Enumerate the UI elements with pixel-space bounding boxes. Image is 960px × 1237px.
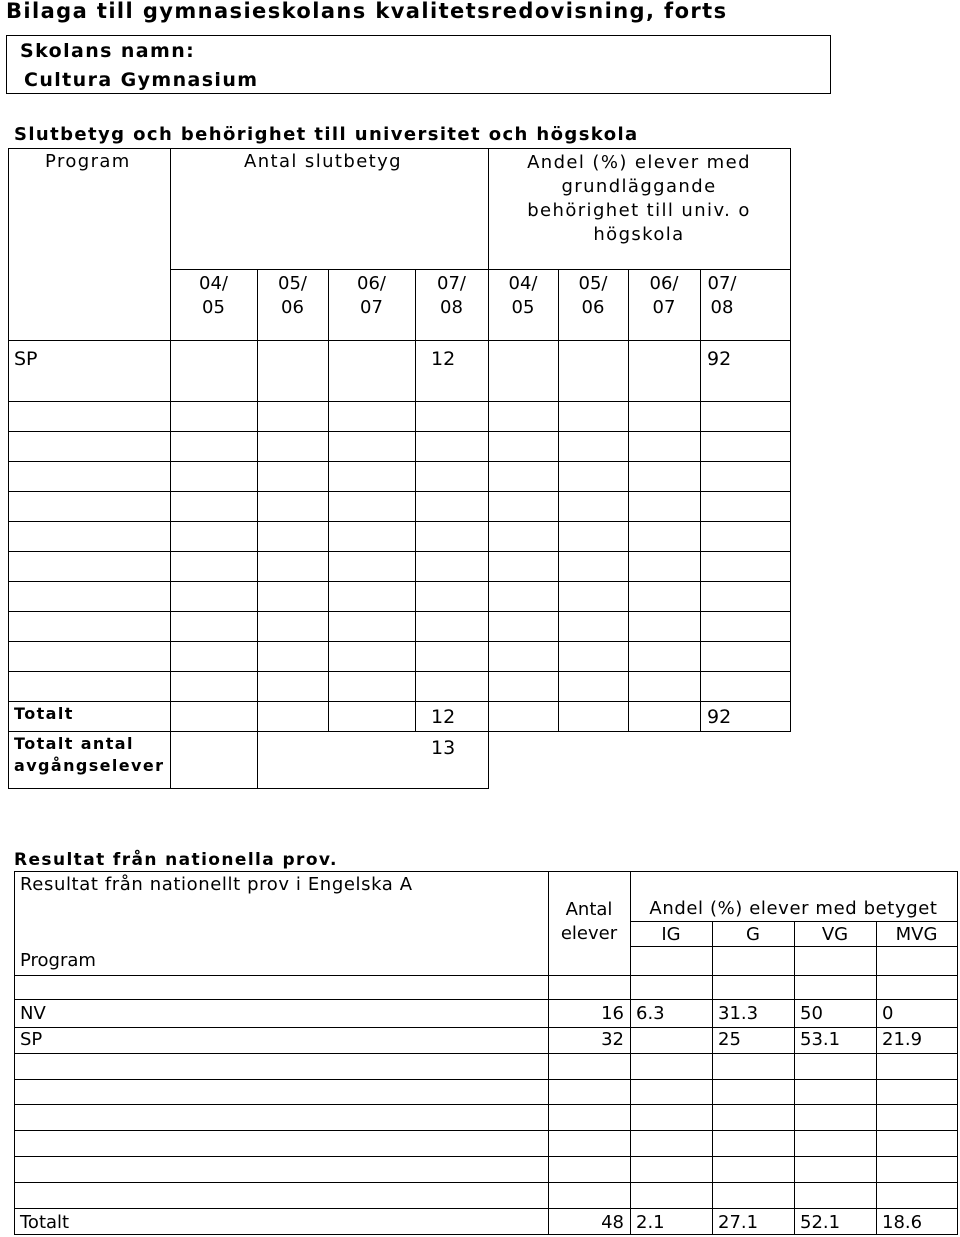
t2-totalt-ig: 2.1: [636, 1212, 665, 1233]
t1-col-antal: Antal slutbetyg: [244, 151, 403, 172]
t1-row-sp-program: SP: [14, 348, 38, 370]
page-title: Bilaga till gymnasieskolans kvalitetsredovisning, forts: [6, 0, 728, 23]
t1-row-sp-antal: 12: [431, 348, 456, 370]
t2-grade-ig: IG: [661, 924, 681, 945]
t2-col-andel: Andel (%) elever med betyget: [649, 898, 938, 919]
t2-grade-mvg: MVG: [895, 924, 938, 945]
t1-year-andel-0405: 04/ 05: [508, 273, 538, 318]
t1-row-sp-andel: 92: [707, 348, 732, 370]
t2-row-sp-vg: 53.1: [800, 1029, 841, 1050]
t1-year-antal-0708: 07/ 08: [437, 273, 466, 318]
t1-totalt-antal: 12: [431, 706, 456, 728]
t2-col-antal: Antal elever: [560, 899, 618, 944]
t2-row-nv-antal: 16: [601, 1003, 624, 1024]
t2-row-sp-mvg: 21.9: [882, 1029, 923, 1050]
table1-caption: Slutbetyg och behörighet till universitet och högskola: [14, 124, 639, 145]
t1-avgang-antal: 13: [431, 737, 456, 759]
t2-row-nv-vg: 50: [800, 1003, 823, 1024]
t1-col-andel: Andel (%) elever med grundläggande behörighet till univ. o högskola: [527, 152, 751, 245]
t1-totalt-label: Totalt: [14, 704, 74, 723]
t2-totalt-program: Totalt: [20, 1212, 70, 1233]
t2-row-nv-program: NV: [20, 1003, 46, 1024]
t2-grade-g: G: [746, 924, 760, 945]
t2-totalt-antal: 48: [601, 1212, 624, 1233]
t1-totalt-andel: 92: [707, 706, 732, 728]
t2-row-sp-g: 25: [718, 1029, 741, 1050]
t1-avgang-label: Totalt antal avgångselever: [14, 734, 165, 775]
t1-year-andel-0506: 05/ 06: [578, 273, 608, 318]
t1-year-antal-0607: 06/ 07: [357, 273, 386, 318]
t2-row-sp-antal: 32: [601, 1029, 624, 1050]
table2-section-title: Resultat från nationella prov.: [14, 850, 338, 870]
t1-col-program: Program: [45, 151, 131, 172]
t2-grade-vg: VG: [821, 924, 849, 945]
school-label: Skolans namn:: [20, 40, 196, 62]
t1-year-antal-0405: 04/ 05: [199, 273, 228, 318]
t2-row-nv-ig: 6.3: [636, 1003, 665, 1024]
t2-totalt-g: 27.1: [718, 1212, 759, 1233]
t2-totalt-vg: 52.1: [800, 1212, 841, 1233]
t1-year-antal-0506: 05/ 06: [278, 273, 307, 318]
t2-col-program: Program: [20, 950, 96, 971]
t2-caption: Resultat från nationellt prov i Engelska A: [20, 874, 413, 895]
school-name: Cultura Gymnasium: [24, 69, 259, 91]
t2-row-nv-g: 31.3: [718, 1003, 759, 1024]
t2-row-nv-mvg: 0: [882, 1003, 894, 1024]
t2-row-sp-program: SP: [20, 1029, 43, 1050]
t1-year-andel-0708: 07/ 08: [707, 273, 737, 318]
t1-year-andel-0607: 06/ 07: [649, 273, 679, 318]
t2-totalt-mvg: 18.6: [882, 1212, 923, 1233]
